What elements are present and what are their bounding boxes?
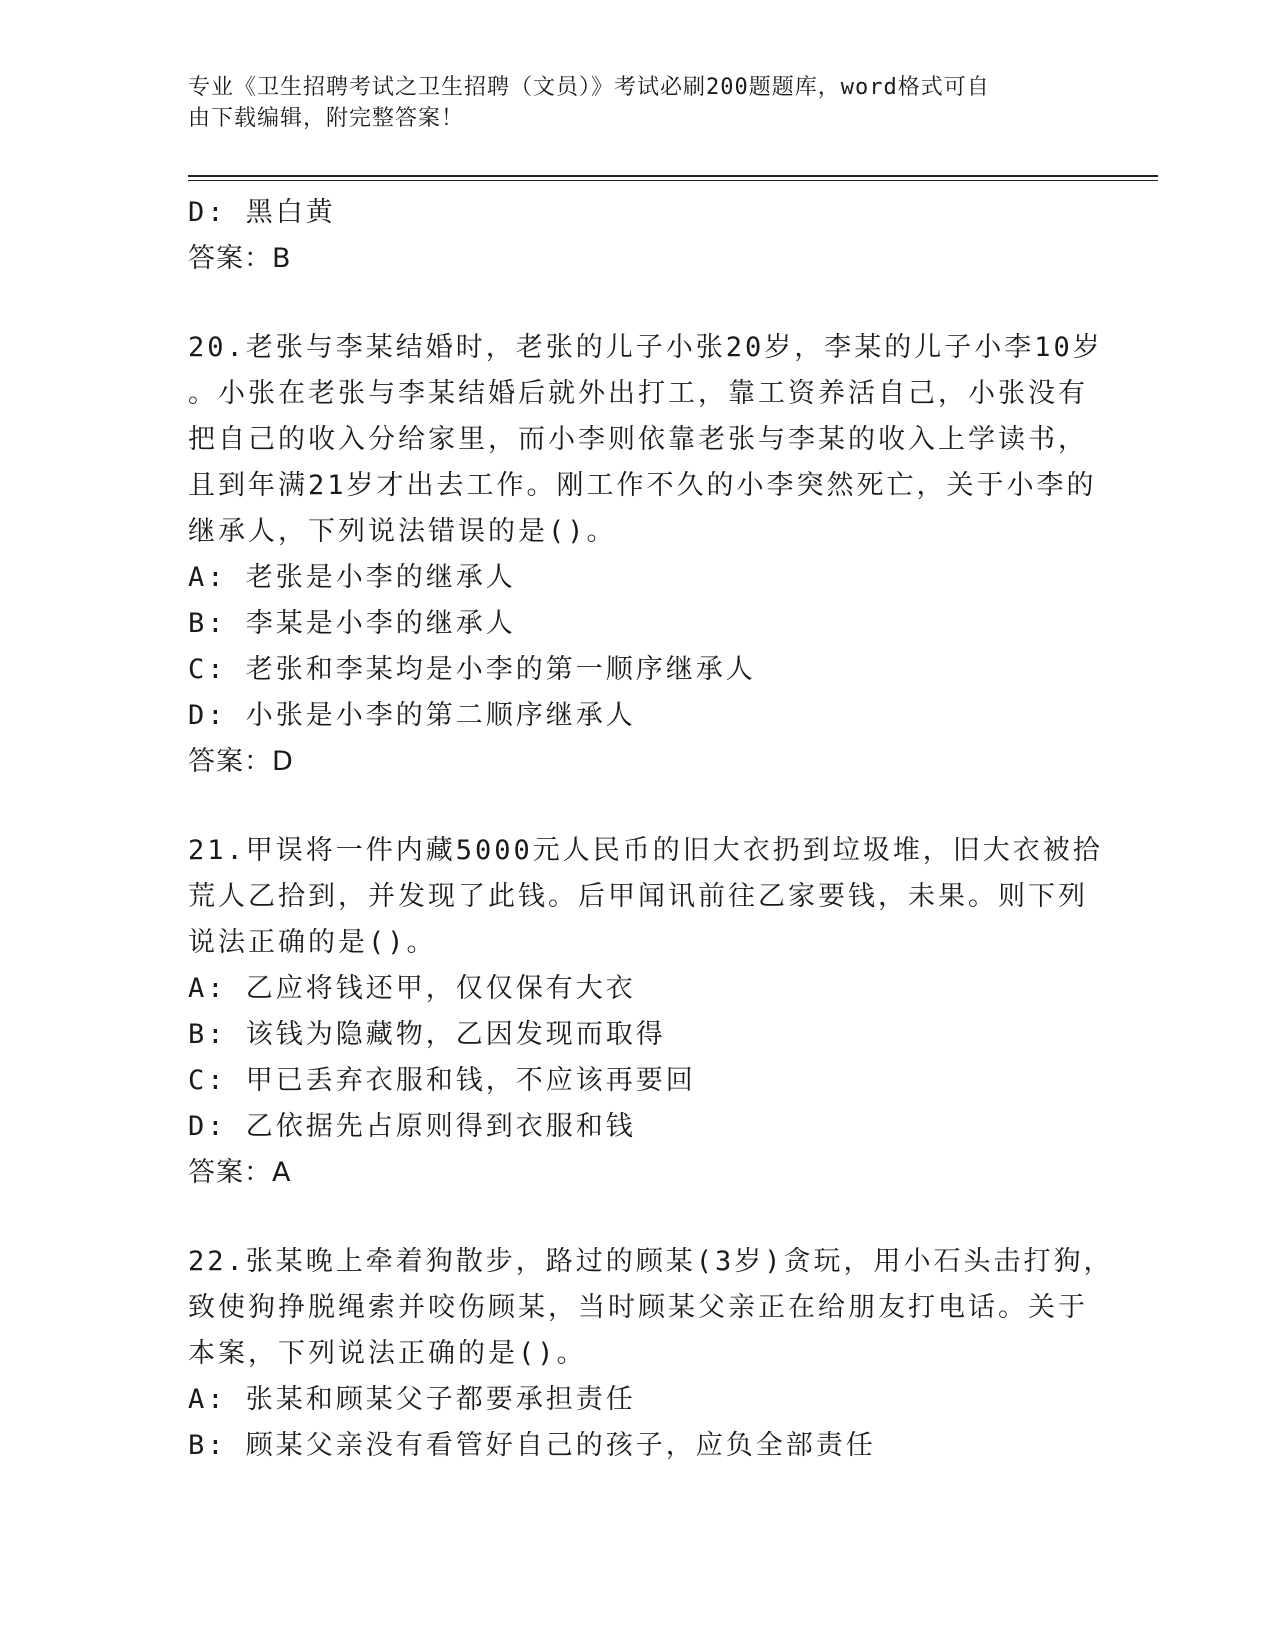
spacer xyxy=(188,282,1088,325)
question-stem-line: 把自己的收入分给家里，而小李则依靠老张与李某的收入上学读书， xyxy=(188,424,1088,455)
option-a: A: 张某和顾某父子都要承担责任 xyxy=(188,1384,636,1415)
question-stem-line: 20.老张与李某结婚时，老张的儿子小张20岁，李某的儿子小李10岁 xyxy=(188,332,1103,363)
option-b: B: 顾某父亲没有看管好自己的孩子，应负全部责任 xyxy=(188,1430,876,1461)
question-21 xyxy=(188,828,1103,1196)
question-stem-line: 。小张在老张与李某结婚后就外出打工，靠工资养活自己，小张没有 xyxy=(188,378,1088,409)
question-stem-line: 22.张某晚上牵着狗散步，路过的顾某(3岁)贪玩，用小石头击打狗， xyxy=(188,1246,1114,1277)
header-line-1: 专业《卫生招聘考试之卫生招聘（文员）》考试必刷200题题库，word格式可自 xyxy=(188,75,990,100)
option-d: D: 乙依据先占原则得到衣服和钱 xyxy=(188,1111,636,1142)
option-b: B: 李某是小李的继承人 xyxy=(188,608,516,639)
question-stem-line: 说法正确的是()。 xyxy=(188,927,437,958)
option-d: D: 黑白黄 xyxy=(188,197,336,228)
question-stem-line: 且到年满21岁才出去工作。刚工作不久的小李突然死亡，关于小李的 xyxy=(188,470,1097,501)
question-20 xyxy=(188,325,1103,785)
spacer xyxy=(188,785,1088,828)
option-d: D: 小张是小李的第二顺序继承人 xyxy=(188,700,636,731)
header-line-2: 由下载编辑，附完整答案！ xyxy=(188,106,465,131)
option-c: C: 甲已丢弃衣服和钱，不应该再要回 xyxy=(188,1065,696,1096)
question-stem-line: 21.甲误将一件内藏5000元人民币的旧大衣扔到垃圾堆，旧大衣被拾 xyxy=(188,835,1103,866)
question-stem-line: 本案，下列说法正确的是()。 xyxy=(188,1338,587,1369)
document-header xyxy=(188,72,1068,134)
question-stem-line: 荒人乙拾到，并发现了此钱。后甲闻讯前往乙家要钱，未果。则下列 xyxy=(188,881,1088,912)
option-c: C: 老张和李某均是小李的第一顺序继承人 xyxy=(188,654,756,685)
answer-line: 答案：B xyxy=(188,243,292,274)
spacer xyxy=(188,1196,1088,1239)
option-b: B: 该钱为隐藏物，乙因发现而取得 xyxy=(188,1019,666,1050)
option-a: A: 乙应将钱还甲，仅仅保有大衣 xyxy=(188,973,636,1004)
answer-line: 答案：D xyxy=(188,746,294,777)
answer-line: 答案：A xyxy=(188,1157,292,1188)
question-22 xyxy=(188,1239,1114,1469)
question-stem-line: 继承人，下列说法错误的是()。 xyxy=(188,516,617,547)
question-stem-line: 致使狗挣脱绳索并咬伤顾某，当时顾某父亲正在给朋友打电话。关于 xyxy=(188,1292,1088,1323)
question-content xyxy=(188,190,1114,1469)
option-a: A: 老张是小李的继承人 xyxy=(188,562,516,593)
header-rule-thick xyxy=(188,175,1158,177)
header-rule-thin xyxy=(188,180,1158,181)
